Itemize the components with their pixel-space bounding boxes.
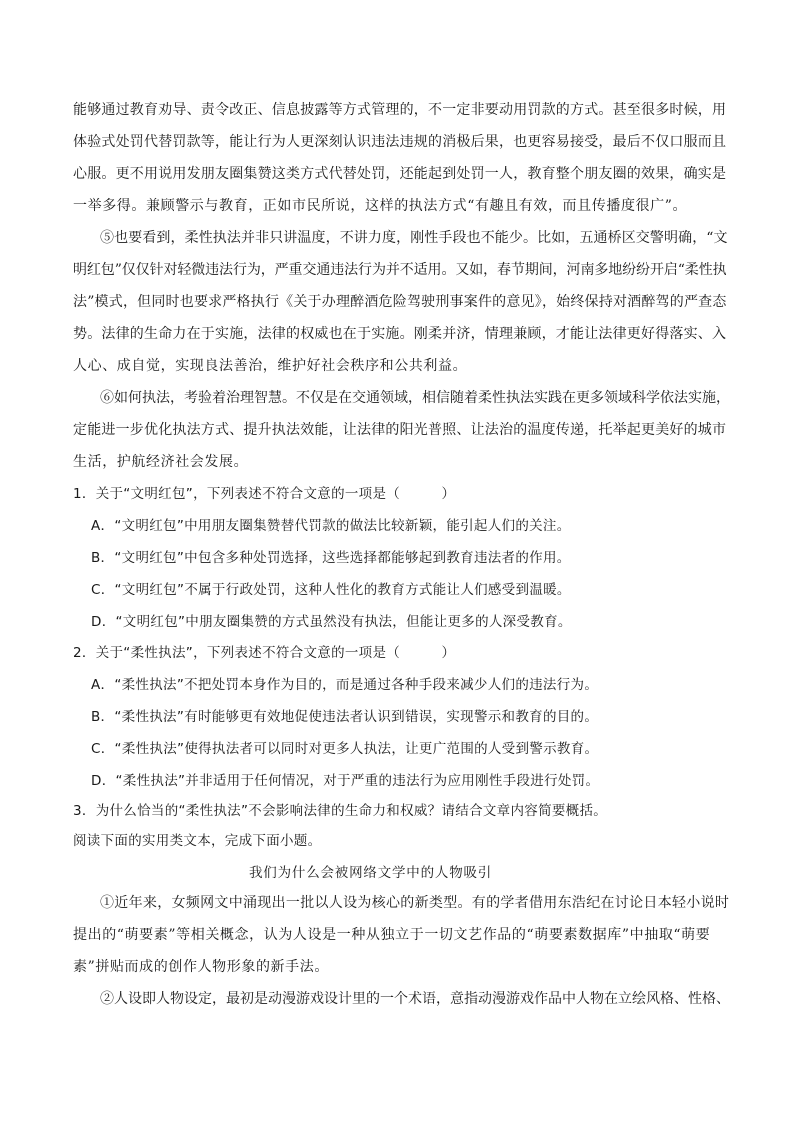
question-2-option-a: A．“柔性执法”不把处罚本身作为目的，而是通过各种手段来减少人们的违法行为。 [91,677,599,693]
paragraph-5-line: 法”模式，但同时也要求严格执行《关于办理醉酒危险驾驶刑事案件的意见》，始终保持对酒醉驾的严查态 [73,294,727,310]
question-1-option-b: B．“文明红包”中包含多种处罚选择，这些选择都能够起到教育违法者的作用。 [91,550,571,566]
question-1-stem: 1．关于“文明红包”，下列表述不符合文意的一项是（ ） [73,486,456,502]
paragraph-5-line: ⑤也要看到，柔性执法并非只讲温度，不讲力度，刚性手段也不能少。比如，五通桥区交警明确，“文 [100,230,728,246]
article-paragraph-1-line: ①近年来，女频网文中涌现出一批以人设为核心的新类型。有的学者借用东浩纪在讨论日本轻小说时 [100,895,730,911]
article-paragraph-2-line: ②人设即人物设定，最初是动漫游戏设计里的一个术语，意指动漫游戏作品中人物在立绘风格、性格、 [100,991,730,1007]
paragraph-5-line: 明红包”仅仅针对轻微违法行为，严重交通违法行为并不适用。又如，春节期间，河南多地纷纷开启“柔性执 [73,262,727,278]
question-2-stem: 2．关于“柔性执法”，下列表述不符合文意的一项是（ ） [73,645,456,661]
paragraph-6-line: ⑥如何执法，考验着治理智慧。不仅是在交通领域，相信随着柔性执法实践在更多领域科学依法实施， [100,390,730,406]
paragraph-5-line: 人心、成自觉，实现良法善治，维护好社会秩序和公共利益。 [73,358,468,374]
passage-line: 心服。更不用说用发朋友圈集赞这类方式代替处罚，还能起到处罚一人，教育整个朋友圈的效果，确实是 [73,166,727,182]
passage-line: 能够通过教育劝导、责令改正、信息披露等方式管理的，不一定非要动用罚款的方式。甚至很多时候，用 [73,102,727,118]
question-2-option-d: D．“柔性执法”并非适用于任何情况，对于严重的违法行为应用刚性手段进行处罚。 [91,773,600,789]
question-1-option-c: C．“文明红包”不属于行政处罚，这种人性化的教育方式能让人们感受到温暖。 [91,582,571,598]
article-paragraph-1-line: 提出的“萌要素”等相关概念，认为人设是一种从独立于一切文艺作品的“萌要素数据库”中抽取“萌要 [73,927,711,943]
paragraph-6-line: 定能进一步优化执法方式、提升执法效能，让法律的阳光普照、让法治的温度传递，托举起更美好的城市 [73,422,727,438]
question-1-option-d: D．“文明红包”中朋友圈集赞的方式虽然没有执法，但能让更多的人深受教育。 [91,614,572,630]
article-paragraph-1-line: 素”拼贴而成的创作人物形象的新手法。 [73,959,329,975]
question-3-stem: 3．为什么恰当的“柔性执法”不会影响法律的生命力和权威？请结合文章内容简要概括。 [73,803,608,819]
question-2-option-c: C．“柔性执法”使得执法者可以同时对更多人执法，让更广范围的人受到警示教育。 [91,741,599,757]
paragraph-5-line: 势。法律的生命力在于实施，法律的权威也在于实施。刚柔并济，情理兼顾，才能让法律更好得落实、入 [73,326,727,342]
question-1-option-a: A．“文明红包”中用朋友圈集赞替代罚款的做法比较新颖，能引起人们的关注。 [91,518,571,534]
paragraph-6-line: 生活，护航经济社会发展。 [73,454,249,470]
passage-line: 体验式处罚代替罚款等，能让行为人更深刻认识违法违规的消极后果，也更容易接受，最后不仅口服而且 [73,134,727,150]
article-title: 我们为什么会被网络文学中的人物吸引 [249,865,493,881]
passage-line: 一举多得。兼顾警示与教育，正如市民所说，这样的执法方式“有趣且有效，而且传播度很广”。 [73,198,688,214]
reading-instruction: 阅读下面的实用类文本，完成下面小题。 [73,833,322,849]
question-2-option-b: B．“柔性执法”有时能够更有效地促使违法者认识到错误，实现警示和教育的目的。 [91,709,599,725]
